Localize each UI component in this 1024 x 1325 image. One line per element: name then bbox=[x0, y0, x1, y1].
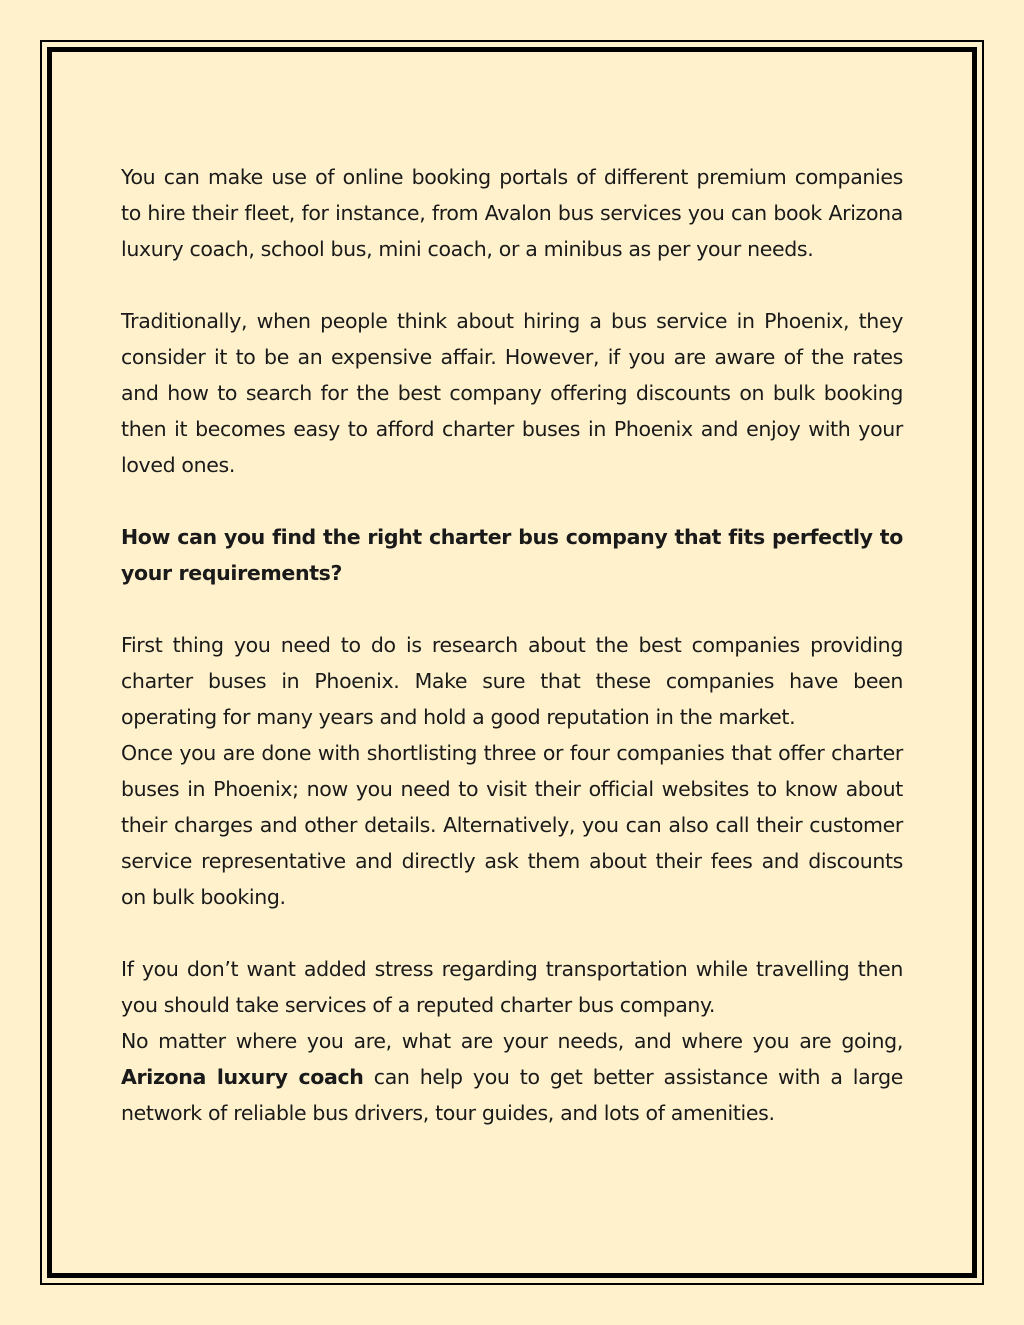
paragraph-online-booking: You can make use of online booking portals of different premium companies to hire their fleet, for instance, from Avalon bus services you can book Arizona luxury coach, school bus, mini coach, or a minibus as per your needs. bbox=[121, 165, 903, 261]
paragraph-stress: If you don’t want added stress regarding transportation while travelling then you should take services of a reputed charter bus company. bbox=[121, 957, 903, 1017]
paragraph-spacer bbox=[121, 483, 903, 519]
document-body bbox=[121, 159, 903, 1131]
paragraph-research: First thing you need to do is research about the best companies providing charter buses in Phoenix. Make sure that these companies have been operating for many years and hold a good reputation in the market. bbox=[121, 633, 903, 729]
section-heading: How can you find the right charter bus company that fits perfectly to your requirements? bbox=[121, 525, 903, 585]
paragraph-spacer bbox=[121, 591, 903, 627]
paragraph-no-matter bbox=[121, 1023, 903, 1131]
paragraph-no-matter-start: No matter where you are, what are your needs, and where you are going, bbox=[121, 1029, 903, 1053]
paragraph-traditionally: Traditionally, when people think about hiring a bus service in Phoenix, they consider it to be an expensive affair. However, if you are aware of the rates and how to search for the best company offering discounts on bulk booking then it becomes easy to afford charter buses in Phoenix and enjoy with your loved ones. bbox=[121, 309, 903, 477]
paragraph-no-matter-end: can help you to get better assistance with a large network of reliable bus drivers, tour guides, and lots of amenities. bbox=[121, 1065, 903, 1125]
paragraph-shortlisting: Once you are done with shortlisting three or four companies that offer charter buses in Phoenix; now you need to visit their official websites to know about their charges and other details. Alternatively, you can also call their customer service representative and directly ask them about their fees and discounts on bulk booking. bbox=[121, 741, 903, 909]
keyword-arizona-luxury-coach: Arizona luxury coach bbox=[121, 1065, 364, 1089]
paragraph-spacer bbox=[121, 915, 903, 951]
paragraph-spacer bbox=[121, 267, 903, 303]
